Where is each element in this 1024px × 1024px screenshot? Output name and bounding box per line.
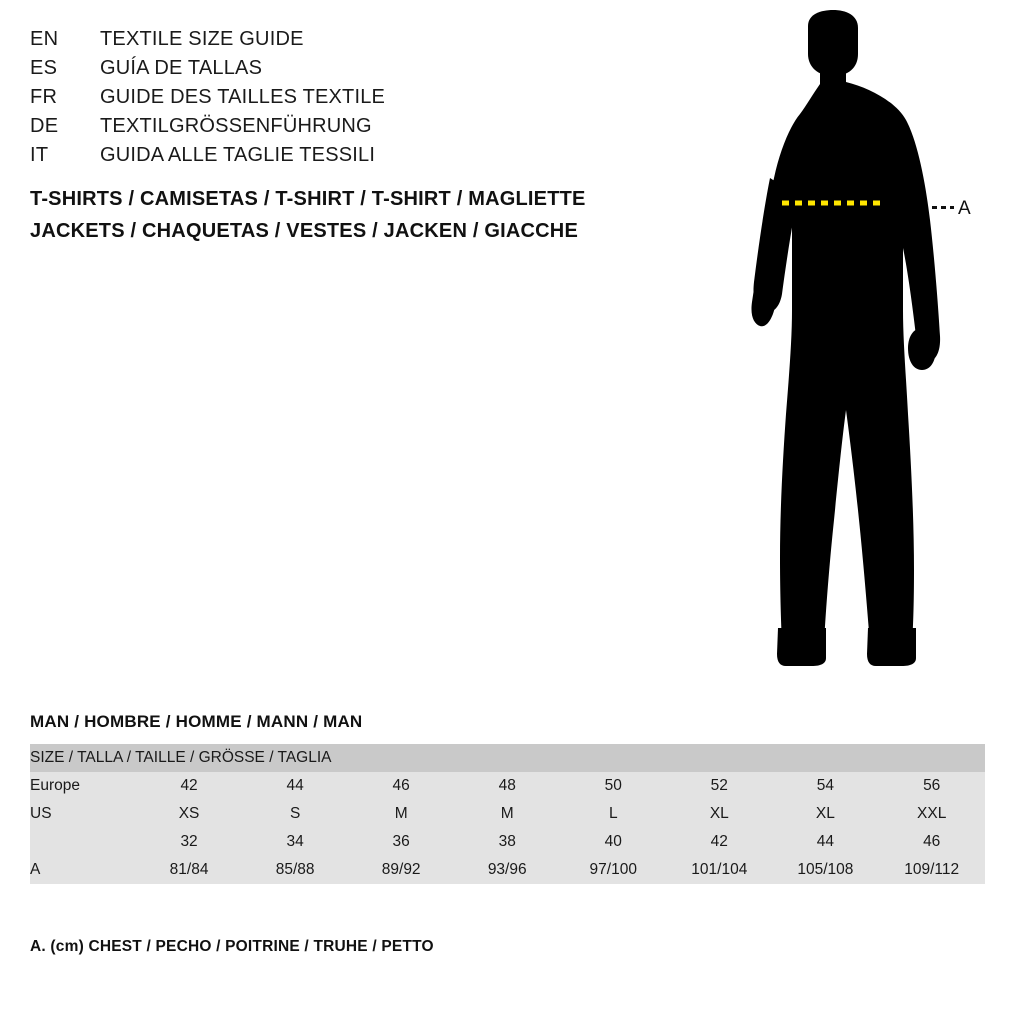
cell-europe-1: 42 bbox=[136, 772, 242, 800]
body-figure bbox=[700, 10, 1000, 670]
cell-europe-3: 46 bbox=[348, 772, 454, 800]
row-label-a: A bbox=[30, 856, 136, 884]
language-code: DE bbox=[30, 115, 59, 137]
cell-us-8: XXL bbox=[878, 800, 985, 828]
table-header-label: SIZE / TALLA / TAILLE / GRÖSSE / TAGLIA bbox=[30, 744, 985, 772]
garment-category-block bbox=[30, 188, 670, 252]
cell-us-5: L bbox=[560, 800, 666, 828]
language-row bbox=[30, 86, 650, 113]
cell-us-4: M bbox=[454, 800, 560, 828]
cell-numeric-6: 42 bbox=[666, 828, 772, 856]
language-text: TEXTILE SIZE GUIDE bbox=[100, 28, 304, 50]
cell-europe-4: 48 bbox=[454, 772, 560, 800]
language-code: EN bbox=[30, 28, 59, 50]
cell-a-2: 85/88 bbox=[242, 856, 348, 884]
language-code: ES bbox=[30, 57, 58, 79]
cell-a-6: 101/104 bbox=[666, 856, 772, 884]
cell-europe-8: 56 bbox=[878, 772, 985, 800]
cell-europe-7: 54 bbox=[772, 772, 878, 800]
cell-us-3: M bbox=[348, 800, 454, 828]
category-tshirts: T-SHIRTS / CAMISETAS / T-SHIRT / T-SHIRT / MAGLIETTE bbox=[30, 188, 586, 210]
language-text: GUIDA ALLE TAGLIE TESSILI bbox=[100, 144, 376, 166]
cell-a-1: 81/84 bbox=[136, 856, 242, 884]
language-row bbox=[30, 144, 650, 171]
row-label-us: US bbox=[30, 800, 136, 828]
cell-numeric-2: 34 bbox=[242, 828, 348, 856]
measure-label-a: A bbox=[958, 198, 971, 219]
language-code: IT bbox=[30, 144, 49, 166]
cell-a-5: 97/100 bbox=[560, 856, 666, 884]
language-text: GUIDE DES TAILLES TEXTILE bbox=[100, 86, 386, 108]
cell-numeric-8: 46 bbox=[878, 828, 985, 856]
category-jackets: JACKETS / CHAQUETAS / VESTES / JACKEN / GIACCHE bbox=[30, 220, 578, 242]
cell-us-1: XS bbox=[136, 800, 242, 828]
table-row bbox=[30, 856, 985, 884]
size-table bbox=[30, 744, 985, 884]
cell-us-7: XL bbox=[772, 800, 878, 828]
cell-numeric-3: 36 bbox=[348, 828, 454, 856]
cell-europe-5: 50 bbox=[560, 772, 666, 800]
table-row bbox=[30, 772, 985, 800]
table-row bbox=[30, 800, 985, 828]
size-table-section bbox=[30, 712, 985, 884]
language-text: TEXTILGRÖSSENFÜHRUNG bbox=[100, 115, 372, 137]
table-header-row bbox=[30, 744, 985, 772]
cell-a-3: 89/92 bbox=[348, 856, 454, 884]
footnote-chest: A. (cm) CHEST / PECHO / POITRINE / TRUHE / PETTO bbox=[30, 938, 434, 955]
cell-us-2: S bbox=[242, 800, 348, 828]
language-code: FR bbox=[30, 86, 58, 108]
cell-a-7: 105/108 bbox=[772, 856, 878, 884]
table-row bbox=[30, 828, 985, 856]
cell-numeric-7: 44 bbox=[772, 828, 878, 856]
table-title: MAN / HOMBRE / HOMME / MANN / MAN bbox=[30, 712, 363, 731]
cell-a-8: 109/112 bbox=[878, 856, 985, 884]
row-label-numeric bbox=[30, 828, 136, 856]
row-label-europe: Europe bbox=[30, 772, 136, 800]
cell-europe-2: 44 bbox=[242, 772, 348, 800]
male-silhouette-icon bbox=[700, 10, 1000, 670]
cell-numeric-4: 38 bbox=[454, 828, 560, 856]
cell-a-4: 93/96 bbox=[454, 856, 560, 884]
cell-us-6: XL bbox=[666, 800, 772, 828]
measure-leader-dashes bbox=[932, 206, 954, 209]
cell-europe-6: 52 bbox=[666, 772, 772, 800]
language-text: GUÍA DE TALLAS bbox=[100, 57, 263, 79]
language-row bbox=[30, 57, 650, 84]
language-row bbox=[30, 28, 650, 55]
language-row bbox=[30, 115, 650, 142]
cell-numeric-1: 32 bbox=[136, 828, 242, 856]
language-header-block bbox=[30, 28, 650, 173]
cell-numeric-5: 40 bbox=[560, 828, 666, 856]
